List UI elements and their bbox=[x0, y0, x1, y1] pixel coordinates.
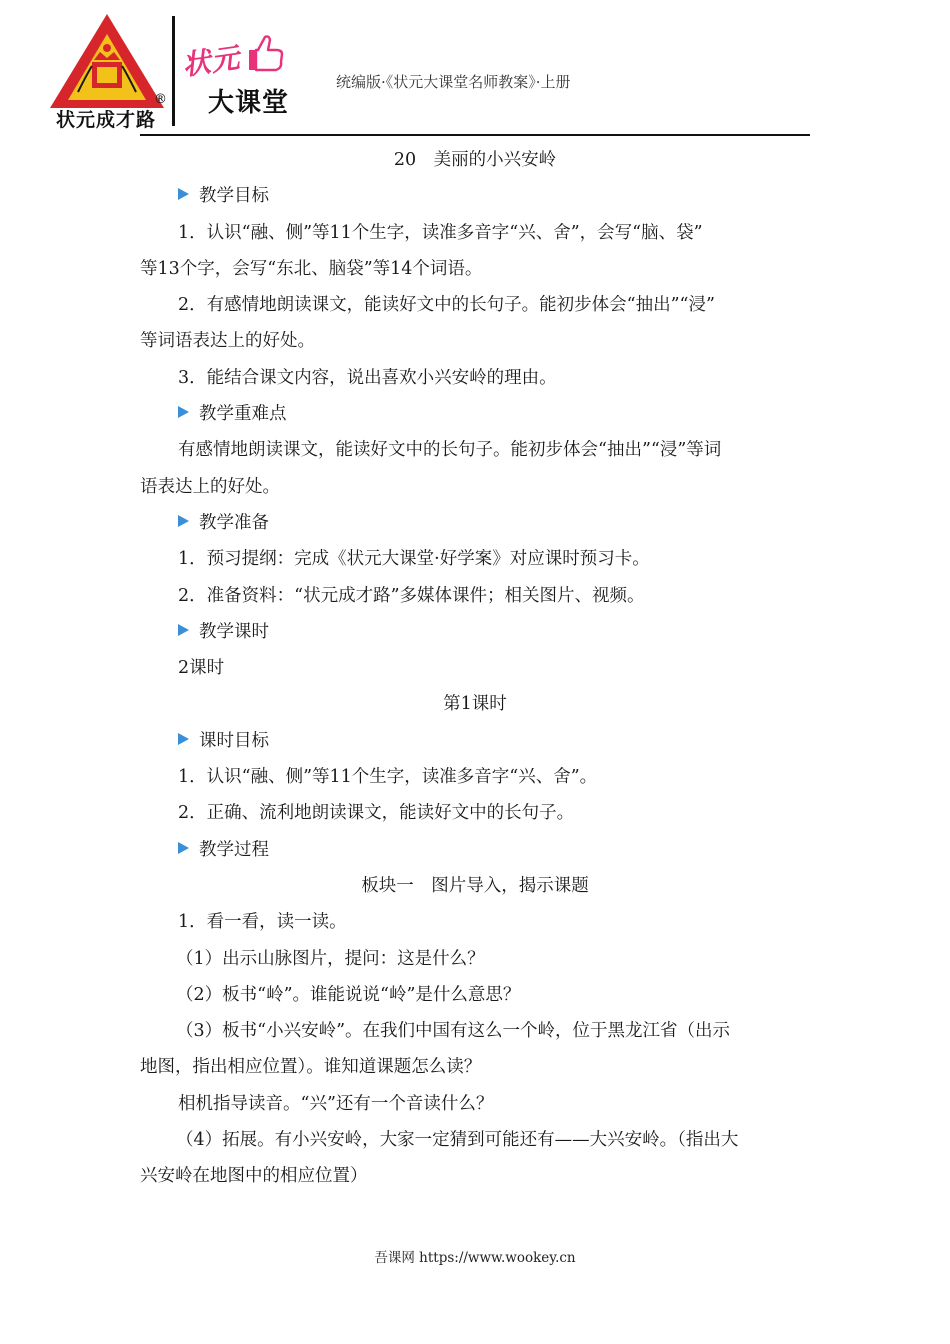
paragraph-line: 等13个字，会写“东北、脑袋”等14个词语。 bbox=[140, 258, 483, 279]
section-heading-label: 教学准备 bbox=[199, 512, 269, 533]
paragraph-line: （4）拓展。有小兴安岭，大家一定猜到可能还有——大兴安岭。（指出大 bbox=[176, 1130, 739, 1151]
classroom-logo-top: 状元 bbox=[180, 41, 243, 82]
triangle-bullet-icon bbox=[178, 188, 189, 200]
triangle-bullet-icon bbox=[178, 842, 189, 854]
paragraph-line: 等词语表达上的好处。 bbox=[140, 331, 315, 352]
section-heading-label: 教学重难点 bbox=[199, 404, 287, 425]
section-heading-key bbox=[140, 396, 810, 432]
lesson-title: 20 美丽的小兴安岭 bbox=[393, 150, 557, 170]
triangle-bullet-icon bbox=[178, 406, 189, 418]
paragraph-line: 1．认识“融、侧”等11个生字，读准多音字“兴、舍”，会写“脑、袋” bbox=[178, 222, 703, 243]
paragraph-line: 1．看一看，读一读。 bbox=[178, 912, 347, 933]
paragraph-line: 2．有感情地朗读课文，能读好文中的长句子。能初步体会“抽出”“浸” bbox=[178, 295, 715, 316]
section-heading-label: 教学目标 bbox=[199, 186, 269, 207]
classroom-logo-bottom: 大课堂 bbox=[208, 88, 290, 118]
section-heading-label: 课时目标 bbox=[199, 730, 269, 751]
paragraph-line: 3．能结合课文内容，说出喜欢小兴安岭的理由。 bbox=[178, 367, 557, 388]
thumbs-up-icon bbox=[246, 32, 286, 74]
registered-mark: ® bbox=[154, 92, 167, 107]
section-heading-process bbox=[140, 832, 810, 868]
lesson-content bbox=[140, 142, 810, 1195]
section-heading-goals bbox=[140, 178, 810, 214]
section-heading-period-goals bbox=[140, 723, 810, 759]
triangle-bullet-icon bbox=[178, 624, 189, 636]
section-heading-label: 教学过程 bbox=[199, 839, 269, 860]
block-title: 板块一 图片导入，揭示课题 bbox=[361, 875, 589, 896]
paragraph-line: 1．预习提纲：完成《状元大课堂·好学案》对应课时预习卡。 bbox=[178, 549, 650, 570]
header-rule bbox=[140, 134, 810, 136]
paragraph-line: 2课时 bbox=[178, 658, 225, 679]
paragraph-line: （3）板书“小兴安岭”。在我们中国有这么一个岭，位于黑龙江省（出示 bbox=[176, 1021, 731, 1042]
section-heading-hours bbox=[140, 614, 810, 650]
paragraph-line: （2）板书“岭”。谁能说说“岭”是什么意思？ bbox=[176, 984, 521, 1005]
paragraph-line: 2．正确、流利地朗读课文，能读好文中的长句子。 bbox=[178, 803, 575, 824]
classroom-logo bbox=[180, 30, 310, 120]
triangle-bullet-icon bbox=[178, 515, 189, 527]
triangle-bullet-icon bbox=[178, 733, 189, 745]
header-divider bbox=[172, 16, 175, 126]
section-heading-prep bbox=[140, 505, 810, 541]
page-header bbox=[0, 0, 950, 136]
triangle-emblem-icon bbox=[48, 12, 166, 112]
paragraph-line: （1）出示山脉图片，提问：这是什么？ bbox=[176, 948, 485, 969]
paragraph-line: 兴安岭在地图中的相应位置） bbox=[140, 1166, 368, 1187]
paragraph-line: 2．准备资料：“状元成才路”多媒体课件；相关图片、视频。 bbox=[178, 585, 645, 606]
paragraph-line: 有感情地朗读课文，能读好文中的长句子。能初步体会“抽出”“浸”等词 bbox=[178, 440, 722, 461]
period-title: 第1课时 bbox=[443, 694, 507, 715]
section-heading-label: 教学课时 bbox=[199, 621, 269, 642]
series-title: 统编版·《状元大课堂名师教案》·上册 bbox=[336, 73, 571, 91]
page-footer: 吾课网 https://www.wookey.cn bbox=[374, 1250, 576, 1266]
paragraph-line: 语表达上的好处。 bbox=[140, 476, 280, 497]
paragraph-line: 相机指导读音。“兴”还有一个音读什么？ bbox=[178, 1093, 494, 1114]
paragraph-line: 1．认识“融、侧”等11个生字，读准多音字“兴、舍”。 bbox=[178, 767, 598, 788]
logo-brand-text: 状元成才路 bbox=[55, 109, 156, 131]
paragraph-line: 地图，指出相应位置）。谁知道课题怎么读？ bbox=[140, 1057, 482, 1078]
zhuangyuan-logo bbox=[48, 12, 166, 130]
